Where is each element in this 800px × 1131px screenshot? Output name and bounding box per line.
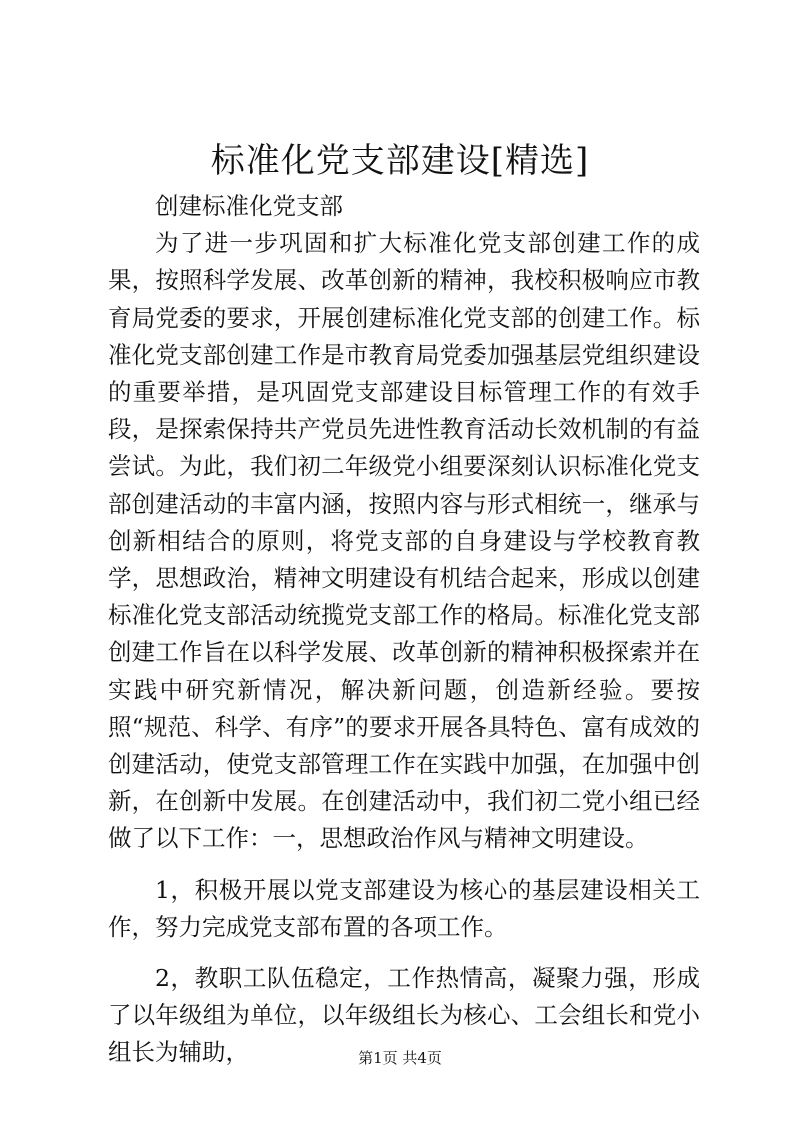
page-indicator: 第1页 共4页 [358,1049,442,1067]
body-paragraph: 2，教职工队伍稳定，工作热情高，凝聚力强，形成了以年级组为单位，以年级组长为核心、工会组长和党小组长为辅助， [108,964,700,1067]
document-title: 标准化党支部建设[精选] [210,141,590,181]
document-body [108,188,700,1072]
document-subtitle: 创建标准化党支部 [155,192,343,220]
body-paragraph: 为了进一步巩固和扩大标准化党支部创建工作的成果，按照科学发展、改革创新的精神，我校积极响应市教育局党委的要求，开展创建标准化党支部的创建工作。标准化党支部创建工作是市教育局党委加强基层党组织建设的重要举措，是巩固党支部建设目标管理工作的有效手段，是探索保持共产党员先进性教育活动长效机制的有益尝试。为此，我们初二年级党小组要深刻认识标准化党支部创建活动的丰富内涵，按照内容与形式相统一，继承与创新相结合的原则，将党支部的自身建设与学校教育教学，思想政治，精神文明建设有机结合起来，形成以创建标准化党支部活动统揽党支部工作的格局。标准化党支部创建工作旨在以科学发展、改革创新的精神积极探索并在实践中研究新情况，解决新问题，创造新经验。要按照“规范、科学、有序”的要求开展各具特色、富有成效的创建活动，使党支部管理工作在实践中加强，在加强中创新，在创新中发展。在创建活动中，我们初二党小组已经做了以下工作：一，思想政治作风与精神文明建设。 [108,229,700,853]
body-paragraph: 1，积极开展以党支部建设为核心的基层建设相关工作，努力完成党支部布置的各项工作。 [108,875,700,941]
